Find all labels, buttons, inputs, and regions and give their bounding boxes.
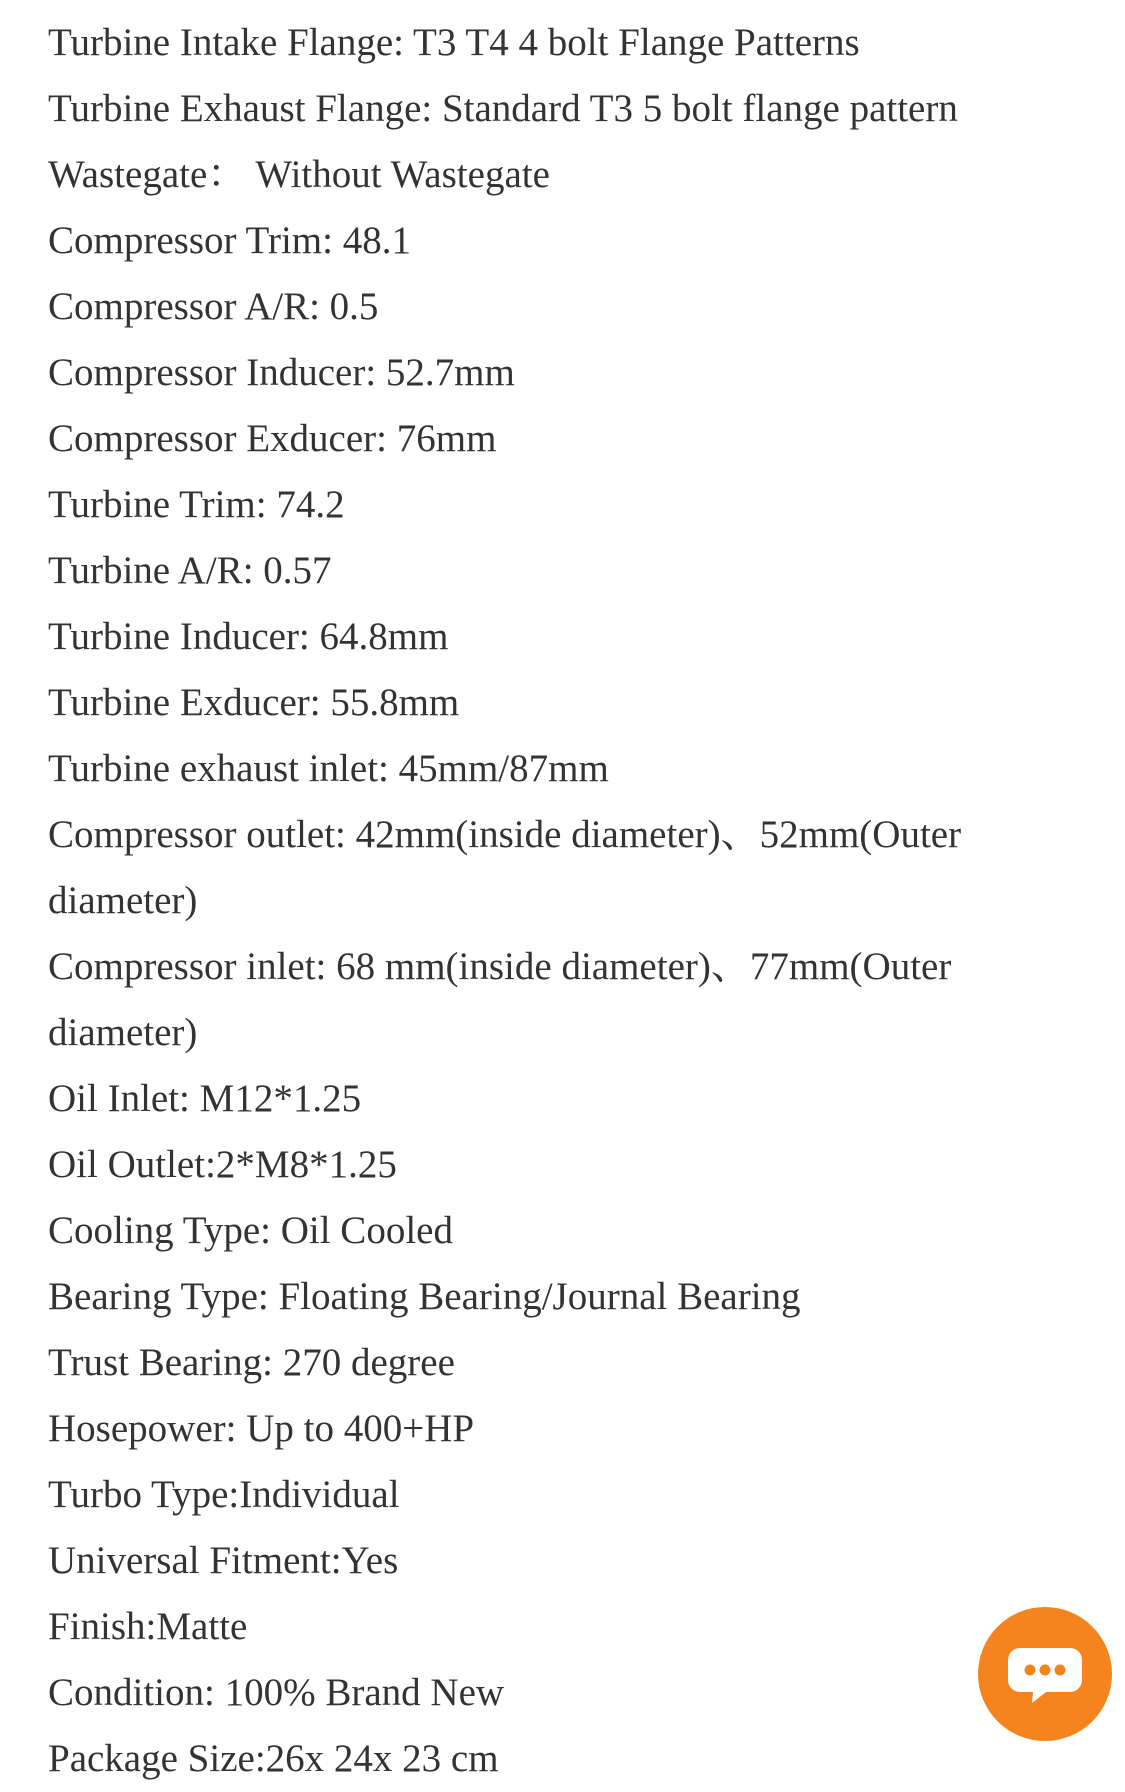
product-spec-list — [48, 10, 1078, 1792]
spec-oil-inlet: Oil Inlet: M12*1.25 — [48, 1077, 362, 1120]
spec-finish: Finish:Matte — [48, 1605, 248, 1648]
spec-cooling-type: Cooling Type: Oil Cooled — [48, 1209, 453, 1252]
spec-oil-outlet: Oil Outlet:2*M8*1.25 — [48, 1143, 397, 1186]
spec-turbine-trim: Turbine Trim: 74.2 — [48, 483, 345, 526]
spec-bearing-type: Bearing Type: Floating Bearing/Journal Bearing — [48, 1275, 801, 1318]
chat-button[interactable] — [978, 1607, 1112, 1741]
spec-compressor-outlet: Compressor outlet: 42mm(inside diameter)、52mm(Outer diameter) — [48, 813, 962, 922]
spec-horsepower: Hosepower: Up to 400+HP — [48, 1407, 475, 1450]
spec-universal-fitment: Universal Fitment:Yes — [48, 1539, 399, 1582]
chat-bubble-icon — [1006, 1642, 1084, 1706]
spec-turbine-ar: Turbine A/R: 0.57 — [48, 549, 332, 592]
spec-compressor-inducer: Compressor Inducer: 52.7mm — [48, 351, 515, 394]
spec-turbine-exhaust-flange: Turbine Exhaust Flange: Standard T3 5 bolt flange pattern — [48, 87, 958, 130]
spec-trust-bearing: Trust Bearing: 270 degree — [48, 1341, 455, 1384]
spec-turbo-type: Turbo Type:Individual — [48, 1473, 400, 1516]
spec-compressor-inlet: Compressor inlet: 68 mm(inside diameter)、77mm(Outer diameter) — [48, 945, 952, 1054]
spec-compressor-exducer: Compressor Exducer: 76mm — [48, 417, 497, 460]
spec-turbine-inducer: Turbine Inducer: 64.8mm — [48, 615, 449, 658]
spec-condition: Condition: 100% Brand New — [48, 1671, 505, 1714]
spec-package-size: Package Size:26x 24x 23 cm — [48, 1737, 499, 1780]
spec-turbine-exducer: Turbine Exducer: 55.8mm — [48, 681, 460, 724]
spec-wastegate: Wastegate： Without Wastegate — [48, 153, 550, 196]
spec-turbine-exhaust-inlet: Turbine exhaust inlet: 45mm/87mm — [48, 747, 609, 790]
spec-turbine-intake-flange: Turbine Intake Flange: T3 T4 4 bolt Flange Patterns — [48, 21, 860, 64]
spec-compressor-trim: Compressor Trim: 48.1 — [48, 219, 411, 262]
spec-compressor-ar: Compressor A/R: 0.5 — [48, 285, 379, 328]
